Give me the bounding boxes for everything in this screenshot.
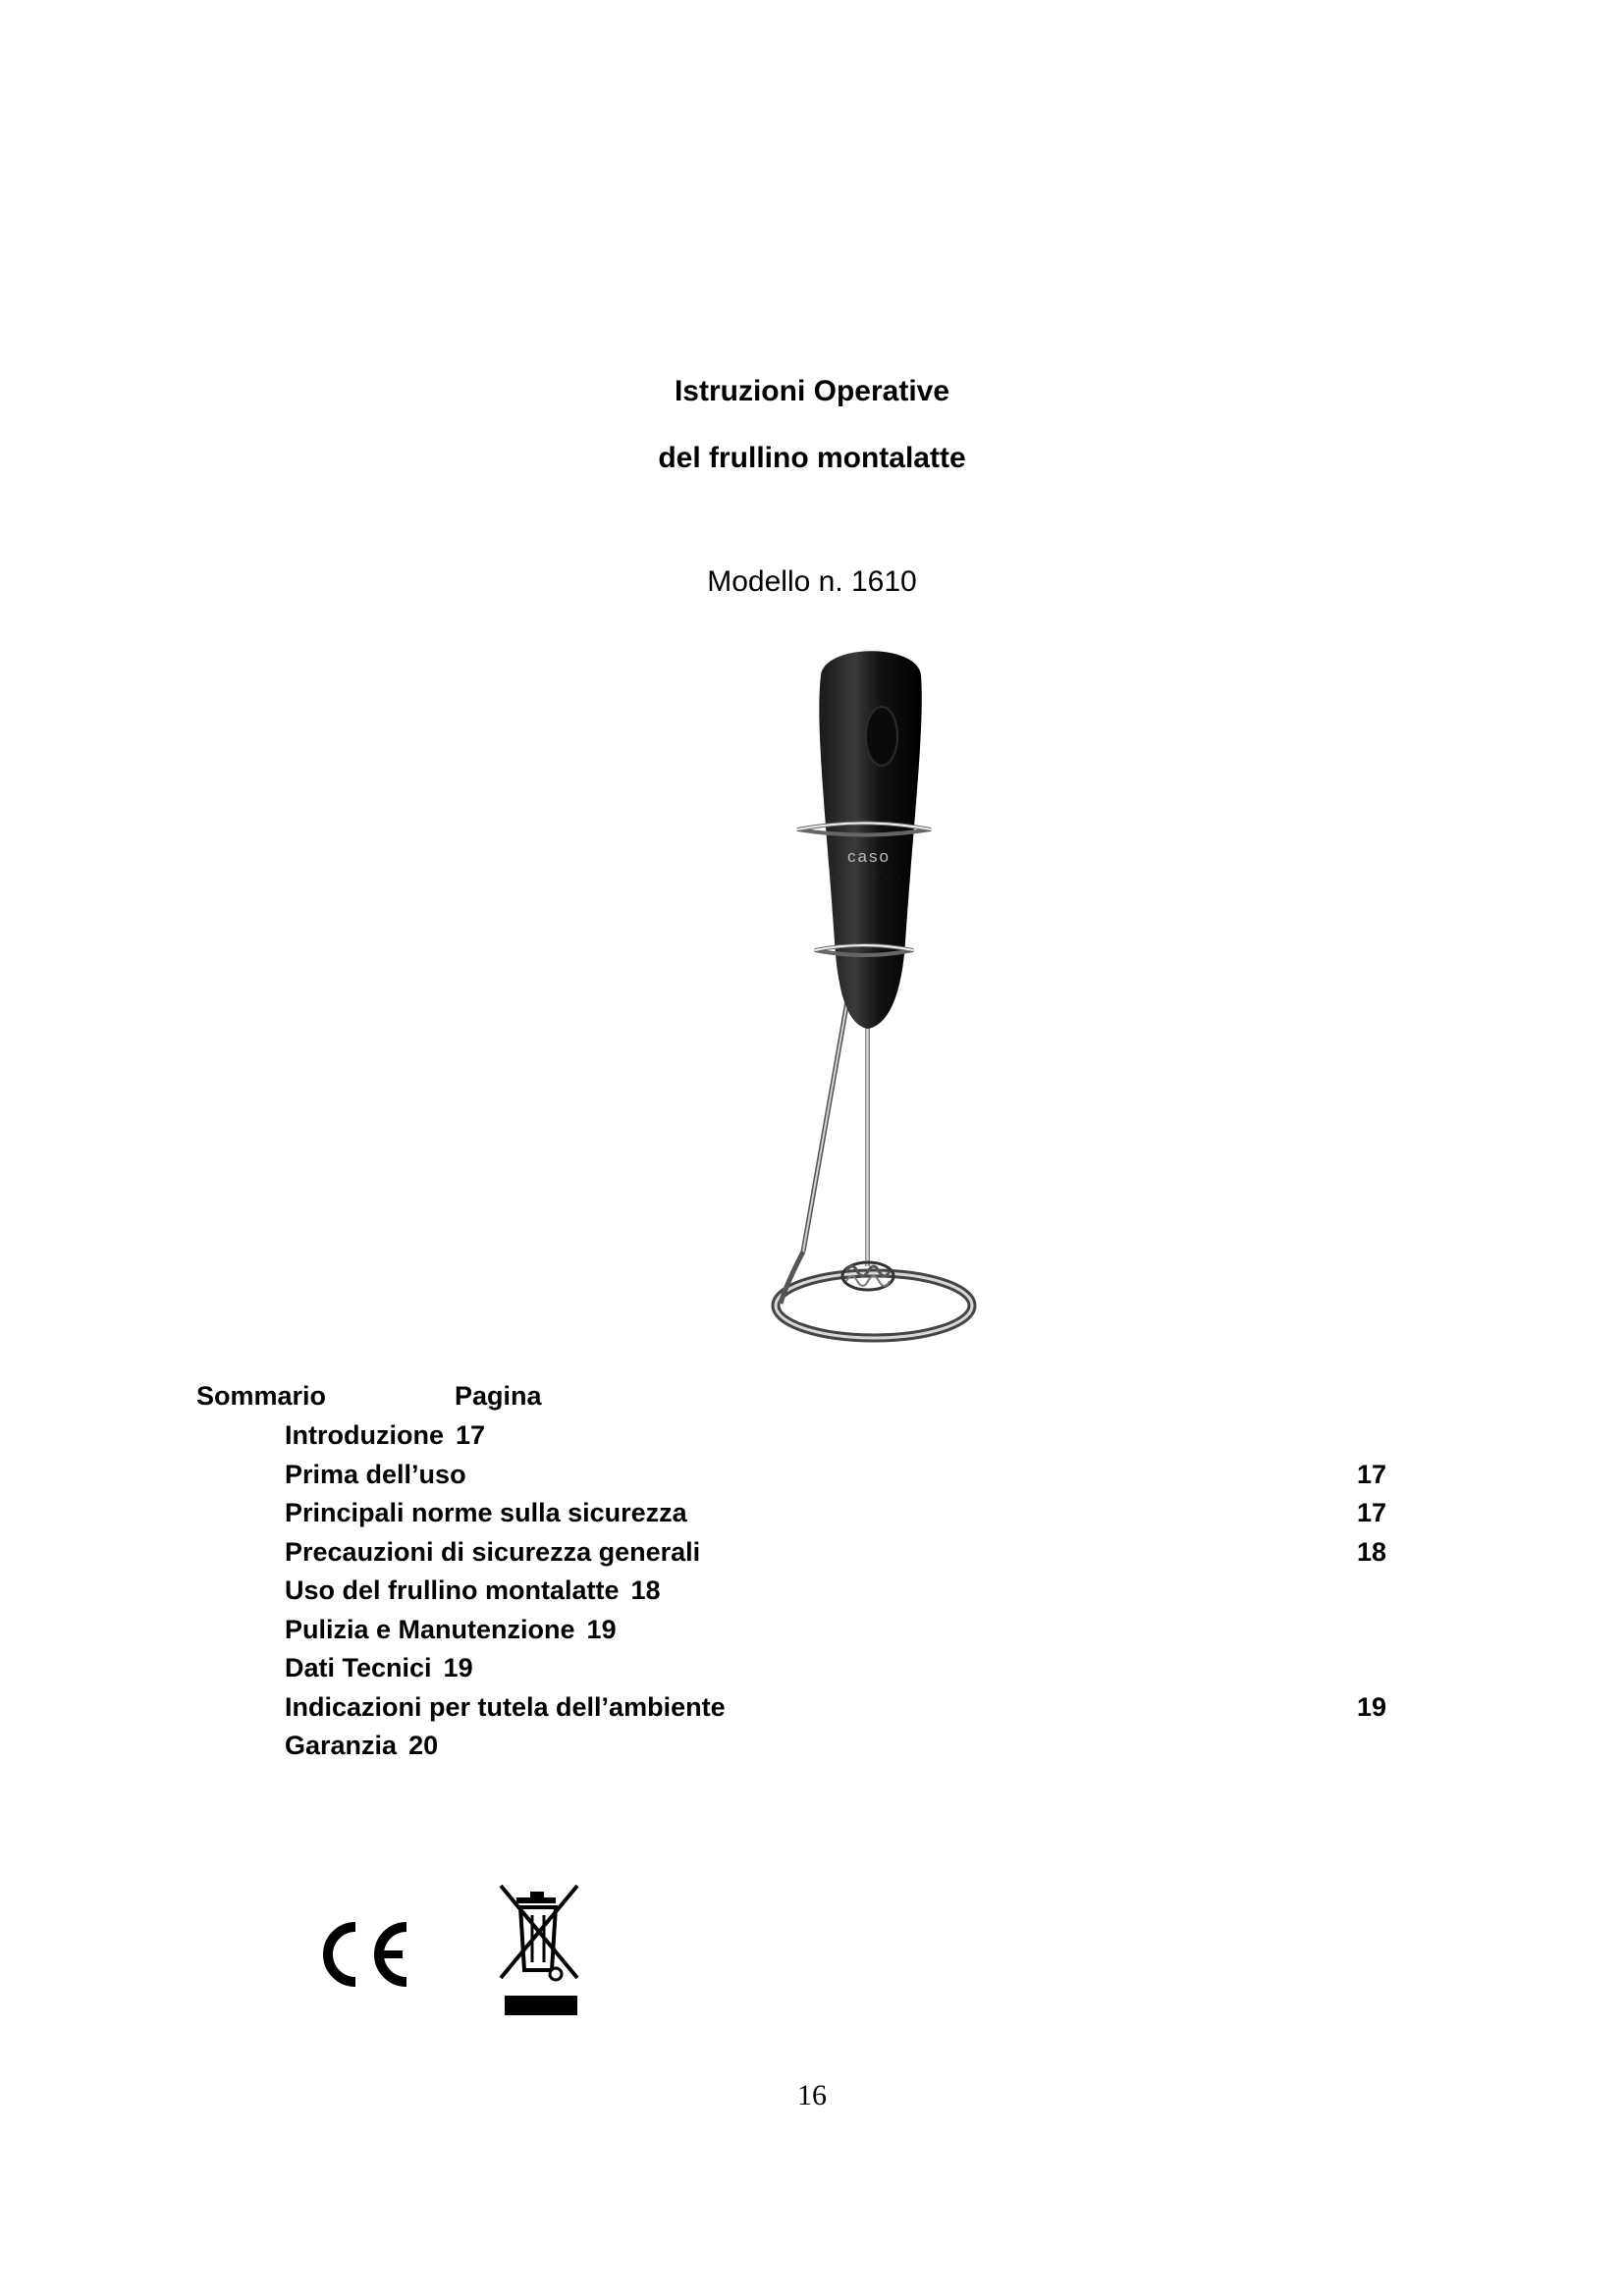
- ce-mark-icon: [312, 1919, 415, 1990]
- toc-entry-label: Principali norme sulla sicurezza: [285, 1498, 687, 1527]
- toc-entry-page: 17: [1356, 1498, 1386, 1527]
- toc-entry: [285, 1420, 485, 1451]
- toc-entry-page: 19: [586, 1615, 617, 1644]
- toc-entry-page: 19: [443, 1653, 473, 1682]
- model-number: Modello n. 1610: [707, 565, 917, 598]
- document-subtitle: del frullino montalatte: [658, 442, 966, 474]
- toc-page-heading: Pagina: [455, 1381, 542, 1411]
- toc-entry: [285, 1615, 617, 1645]
- toc-entry-label: Uso del frullino montalatte: [285, 1575, 620, 1605]
- toc-entry-page: 19: [1356, 1692, 1386, 1722]
- product-brand-logo: caso: [847, 847, 891, 866]
- toc-entry-label: Prima dell’uso: [285, 1460, 466, 1489]
- toc-entry-page: 17: [1356, 1460, 1386, 1489]
- page-number: 16: [797, 2079, 827, 2111]
- weee-crossed-bin-icon: [493, 1880, 586, 2022]
- toc-entry: [285, 1692, 726, 1723]
- toc-entry: [285, 1575, 661, 1606]
- toc-entry: [285, 1460, 466, 1490]
- toc-entry-page: 20: [408, 1731, 439, 1760]
- toc-entry-page: 17: [455, 1420, 486, 1450]
- toc-entry: [285, 1537, 700, 1568]
- toc-entry-label: Pulizia e Manutenzione: [285, 1615, 575, 1644]
- toc-entry: [285, 1653, 473, 1683]
- toc-entry-label: Indicazioni per tutela dell’ambiente: [285, 1692, 726, 1722]
- milk-frother-image: [756, 648, 992, 1355]
- toc-entry-page: 18: [630, 1575, 661, 1605]
- svg-text:· · · · · ·: · · · · · ·: [832, 876, 906, 881]
- toc-entry-label: Garanzia: [285, 1731, 398, 1760]
- document-title: Istruzioni Operative: [674, 375, 950, 407]
- toc-entry-label: Dati Tecnici: [285, 1653, 432, 1682]
- toc-entry-label: Precauzioni di sicurezza generali: [285, 1537, 701, 1567]
- toc-entry-label: Introduzione: [285, 1420, 444, 1450]
- toc-entry-page: 18: [1356, 1537, 1386, 1567]
- toc-entry: [285, 1731, 438, 1761]
- toc-entry: [285, 1498, 687, 1528]
- toc-heading: Sommario: [196, 1381, 327, 1411]
